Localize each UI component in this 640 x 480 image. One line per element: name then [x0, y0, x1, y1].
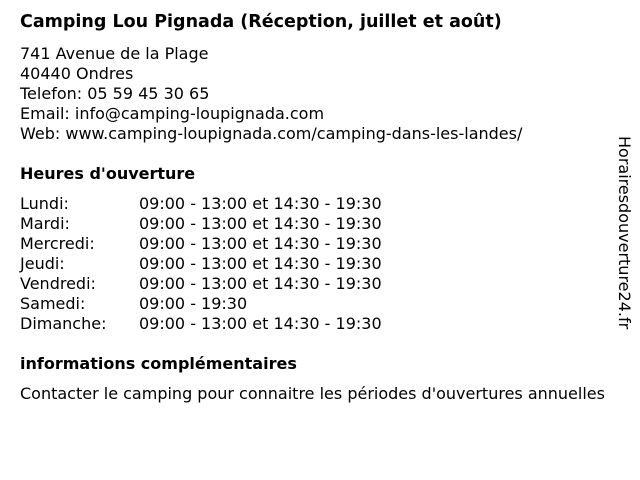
- city-postal-code: 40440 Ondres: [20, 64, 134, 83]
- day-label: Jeudi:: [20, 254, 65, 273]
- hours-row-friday: [20, 274, 460, 294]
- time-range: 09:00 - 19:30: [139, 294, 248, 313]
- time-range: 09:00 - 13:00 et 14:30 - 19:30: [139, 274, 382, 293]
- time-range: 09:00 - 13:00 et 14:30 - 19:30: [139, 214, 382, 233]
- page-title: Camping Lou Pignada (Réception, juillet et août): [20, 12, 502, 32]
- info-heading: informations complémentaires: [20, 354, 297, 373]
- hours-heading: Heures d'ouverture: [20, 164, 196, 183]
- street-address: 741 Avenue de la Plage: [20, 44, 209, 63]
- hours-row-monday: [20, 194, 460, 214]
- day-label: Dimanche:: [20, 314, 107, 333]
- hours-row-tuesday: [20, 214, 460, 234]
- info-text: Contacter le camping pour connaitre les périodes d'ouvertures annuelles: [20, 384, 605, 403]
- time-range: 09:00 - 13:00 et 14:30 - 19:30: [139, 314, 382, 333]
- hours-row-thursday: [20, 254, 460, 274]
- site-watermark: Horairesdouverture24.fr: [615, 136, 634, 330]
- hours-row-saturday: [20, 294, 460, 314]
- time-range: 09:00 - 13:00 et 14:30 - 19:30: [139, 254, 382, 273]
- hours-row-wednesday: [20, 234, 460, 254]
- opening-hours-list: [20, 194, 460, 334]
- time-range: 09:00 - 13:00 et 14:30 - 19:30: [139, 234, 382, 253]
- day-label: Vendredi:: [20, 274, 96, 293]
- day-label: Samedi:: [20, 294, 86, 313]
- email-address: Email: info@camping-loupignada.com: [20, 104, 325, 123]
- address-block: [20, 44, 522, 144]
- day-label: Mercredi:: [20, 234, 95, 253]
- day-label: Lundi:: [20, 194, 69, 213]
- website-url: Web: www.camping-loupignada.com/camping-dans-les-landes/: [20, 124, 523, 143]
- time-range: 09:00 - 13:00 et 14:30 - 19:30: [139, 194, 382, 213]
- phone-number: Telefon: 05 59 45 30 65: [20, 84, 210, 103]
- day-label: Mardi:: [20, 214, 70, 233]
- hours-row-sunday: [20, 314, 460, 334]
